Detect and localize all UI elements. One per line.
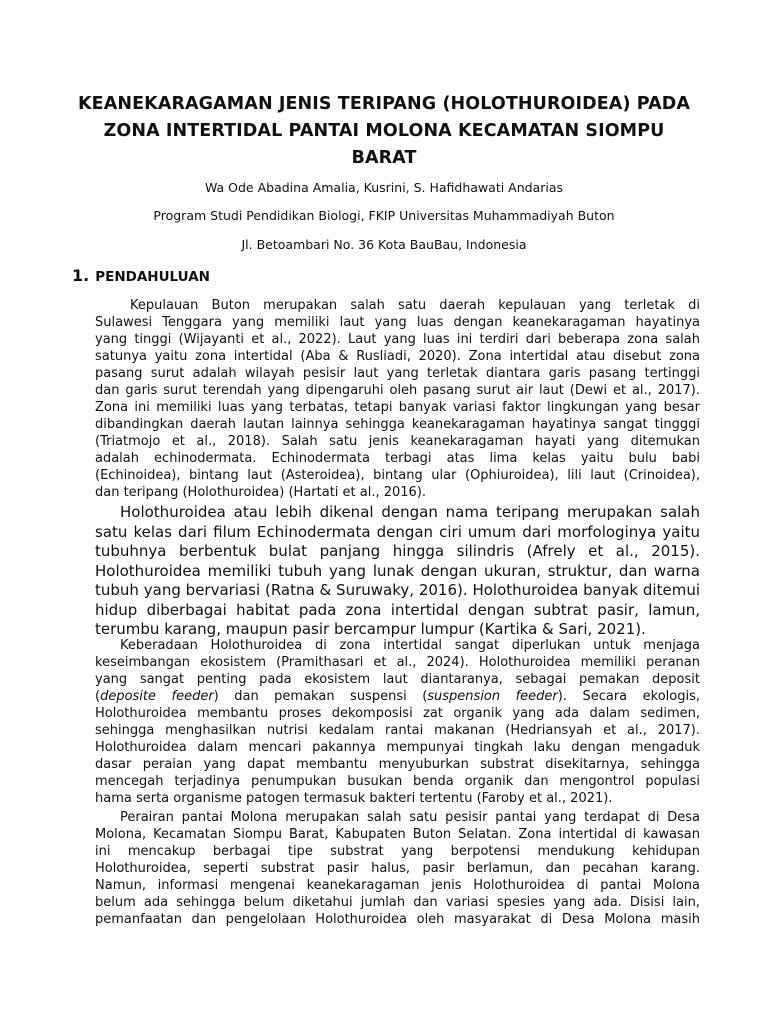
italic-term: deposite feeder: [100, 689, 214, 704]
paper-title: [60, 91, 708, 172]
paragraph-4: [95, 809, 700, 928]
text-line: satunya yaitu zona intertidal (Aba & Rusliadi, 2020). Zona intertidal atau disebut zona: [95, 349, 700, 364]
text-line: Molona, Kecamatan Siompu Barat, Kabupaten Buton Selatan. Zona intertidal di kawasan: [95, 827, 700, 842]
text-line: (Echinoidea), bintang laut (Asteroidea), bintang ular (Ophiuroidea), lili laut (Crinoidea),: [95, 468, 700, 483]
text-line: Holothuroidea membantu proses dekomposisi zat organik yang ada dalam sedimen,: [95, 706, 700, 721]
paragraph-1: [95, 297, 700, 501]
paragraph-2: [95, 503, 700, 640]
title-line: KEANEKARAGAMAN JENIS TERIPANG (HOLOTHUROIDEA) PADA: [78, 94, 690, 114]
text-line: hama serta organisme patogen termasuk bakteri tertentu (Faroby et al., 2021).: [95, 791, 613, 806]
text-line: pemanfaatan dan pengelolaan Holothuroidea oleh masyarakat di Desa Molona masih: [95, 912, 700, 927]
text-line: Zona ini memiliki luas yang terbatas, tetapi banyak variasi faktor lingkungan yang besar: [95, 400, 700, 415]
text-line: Namun, informasi mengenai keanekaragaman jenis Holothuroidea di pantai Molona: [95, 878, 700, 893]
text-line: dan garis surut terendah yang dipengaruhi oleh pasang surut air laut (Dewi et al., 2017).: [95, 383, 700, 398]
text-line: Perairan pantai Molona merupakan salah satu pesisir pantai yang terdapat di Desa: [120, 810, 700, 825]
text-line: sehingga menghasilkan nutrisi kedalam rantai makanan (Hedriansyah et al., 2017).: [95, 723, 700, 738]
text-line: dan teripang (Holothuroidea) (Hartati et al., 2016).: [95, 485, 427, 500]
text-run: (: [95, 689, 101, 704]
text-line: Kepulauan Buton merupakan salah satu daerah kepulauan yang terletak di: [130, 298, 700, 313]
text-line: dasar peraian yang dapat membantu menyuburkan substrat disekitarnya, sehingga: [95, 757, 700, 772]
text-line: terumbu karang, maupun pasir bercampur lumpur (Kartika & Sari, 2021).: [95, 620, 646, 638]
text-line: hidup diberbagai habitat pada zona intertidal dengan subtrat pasir, lamun,: [95, 600, 700, 619]
text-line: yang tinggi (Wijayanti et al., 2022). Laut yang luas ini terdiri dari beberapa zona salah: [95, 332, 700, 347]
text-line: tubuhnya berbentuk bulat panjang hingga silindris (Afrely et al., 2015).: [95, 542, 700, 560]
affiliation: Program Studi Pendidikan Biologi, FKIP Universitas Muhammadiyah Buton: [153, 208, 615, 223]
text-line: yang sangat penting pada ekosistem laut diantaranya, sebagai pemakan deposit: [95, 672, 700, 687]
text-line: ini mencakup berbagai tipe substrat yang berpotensi mendukung kehidupan: [95, 844, 700, 859]
text-line: Keberadaan Holothuroidea di zona intertidal sangat diperlukan untuk menjaga: [120, 638, 700, 653]
text-line: (Triatmojo et al., 2018). Salah satu jenis keanekaragaman hayati yang ditemukan: [95, 434, 700, 449]
author-list: Wa Ode Abadina Amalia, Kusrini, S. Hafidhawati Andarias: [204, 180, 564, 195]
text-line: satu kelas dari filum Echinodermata dengan ciri umum dari morfologinya yaitu: [95, 522, 700, 541]
section-number: 1.: [72, 266, 90, 285]
text-line: adalah echinodermata. Echinodermata terbagi atas lima kelas yaitu bulu babi: [95, 451, 700, 466]
section-heading: [72, 266, 210, 285]
text-line: Holothuroidea dalam mencari pakannya mempunyai tingkah laku dengan mengaduk: [95, 740, 700, 755]
text-line: [95, 688, 700, 705]
text-line: Holothuroidea atau lebih dikenal dengan nama teripang merupakan salah: [120, 503, 700, 521]
paragraph-3: [95, 637, 700, 807]
title-line: BARAT: [351, 148, 417, 168]
text-line: dibandingkan daerah lautan lainnya sehingga keanekaragaman hayatinya sangat tingggi: [95, 417, 700, 432]
text-line: Holothuroidea memiliki tubuh yang lunak dengan ukuran, struktur, dan warna: [95, 561, 700, 580]
text-line: Holothuroidea, seperti substrat pasir halus, pasir berlamun, dan pecahan karang.: [95, 861, 700, 876]
text-run: ) dan pemakan suspensi (: [213, 689, 428, 704]
text-run: ). Secara ekologis,: [557, 689, 700, 704]
italic-term: suspension feeder: [427, 689, 558, 704]
title-line: ZONA INTERTIDAL PANTAI MOLONA KECAMATAN SIOMPU: [103, 121, 665, 141]
text-line: tubuh yang bervariasi (Ratna & Suruwaky, 2016). Holothuroidea banyak ditemui: [95, 581, 700, 599]
text-line: mencegah terjadinya penumpukan busukan benda organik dan mengontrol populasi: [95, 774, 700, 789]
text-line: keseimbangan ekosistem (Pramithasari et al., 2024). Holothuroidea memiliki peranan: [95, 655, 700, 670]
text-line: belum ada sehingga belum diketahui jumlah dan variasi spesies yang ada. Disisi lain,: [95, 895, 700, 910]
text-line: Sulawesi Tenggara yang memiliki laut yang luas dengan keanekaragaman hayatinya: [95, 315, 700, 330]
address: Jl. Betoambari No. 36 Kota BauBau, Indonesia: [241, 237, 527, 252]
section-title: PENDAHULUAN: [95, 269, 210, 285]
text-line: pasang surut adalah wilayah pesisir laut yang terletak diantara garis pasang tertinggi: [95, 366, 700, 381]
